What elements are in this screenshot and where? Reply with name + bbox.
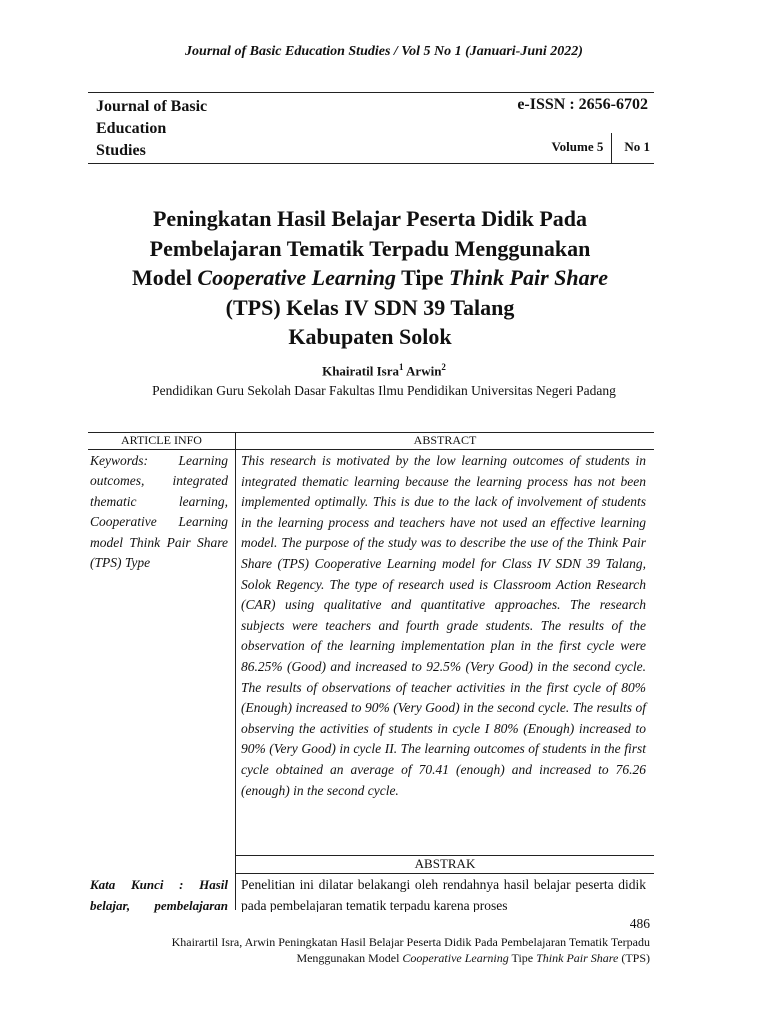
title-line: Model Cooperative Learning Tipe Think Pair Share [132,265,608,290]
footer [90,934,650,966]
eissn: e-ISSN : 2656-6702 [517,96,648,113]
page-number: 486 [629,916,650,931]
abstract-heading: ABSTRACT [413,433,477,447]
abstract-text: This research is motivated by the low learning outcomes of students in integrated thematic learning because the learning process has not been implemented optimally. This is due to the lack of involvement of students in the learning process and teachers have not used an effective learning model. The purpose of the study was to describe the use of the Think Pair Share (TPS) Cooperative Learning model for Class IV SDN 39 Talang, Solok Regency. The type of research used is Classroom Action Research (CAR) using qualitative and quantitative approaches. The research subjects were teachers and fourth grade students. The results of the observation of the learning implementation plan in the first cycle were 86.25% (Good) and increased to 92.5% (Very Good) in the second cycle. The results of observations of teacher activities in the first cycle of 80% (Enough) increased to 90% (Very Good) in the second cycle. The results of observing the activities of students in cycle I 80% (Enough) increased to 90% (Very Good) in cycle II. The learning outcomes of students in the first cycle obtained an average of 70.41 (enough) and increased to 76.26 (enough) in the second cycle. [241,453,646,798]
abstrak-header-rule [235,873,654,874]
kata-kunci: Kata Kunci : Hasil belajar, pembelajaran [90,877,228,913]
title-line: (TPS) Kelas IV SDN 39 Talang [225,294,515,320]
authors: Khairatil Isra$^1$ Arwin$^2$ [322,362,446,379]
table-header-rule [88,449,654,450]
title-line: Peningkatan Hasil Belajar Peserta Didik Pada [152,206,588,231]
volume-number-box [551,133,654,163]
title-line: Kabupaten Solok [288,324,452,349]
abstrak-heading: ABSTRAK [414,856,476,871]
keywords: Keywords: Learning outcomes, integrated thematic learning, Cooperative Learning model Think Pair Share (TPS) Type [90,453,228,571]
article-title [80,204,660,352]
abstrak-text: Penelitian ini dilatar belakangi oleh rendahnya hasil belajar peserta didik pada pembelajaran tematik terpadu karena proses [241,877,646,912]
running-header: Journal of Basic Education Studies / Vol 5 No 1 (Januari-Juni 2022) [185,44,583,59]
journal-name [96,96,207,162]
affiliation: Pendidikan Guru Sekolah Dasar Fakultas Ilmu Pendidikan Universitas Negeri Padang [152,383,616,398]
volume-label: Volume 5 [551,133,612,163]
article-info-heading: ARTICLE INFO [121,433,202,447]
footer-line: Khairartil Isra, Arwin Peningkatan Hasil Belajar Peserta Didik Pada Pembelajaran Tematik Terpadu [171,935,650,949]
number-label: No 1 [624,139,650,154]
footer-line: Menggunakan Model Cooperative Learning Tipe Think Pair Share (TPS) [296,951,650,965]
journal-name-line: Education [96,120,167,137]
masthead [88,92,654,164]
table-column-divider [235,432,236,910]
journal-name-line: Studies [96,142,146,159]
title-line: Pembelajaran Tematik Terpadu Menggunakan [149,235,591,261]
journal-name-line: Journal of Basic [96,98,208,115]
